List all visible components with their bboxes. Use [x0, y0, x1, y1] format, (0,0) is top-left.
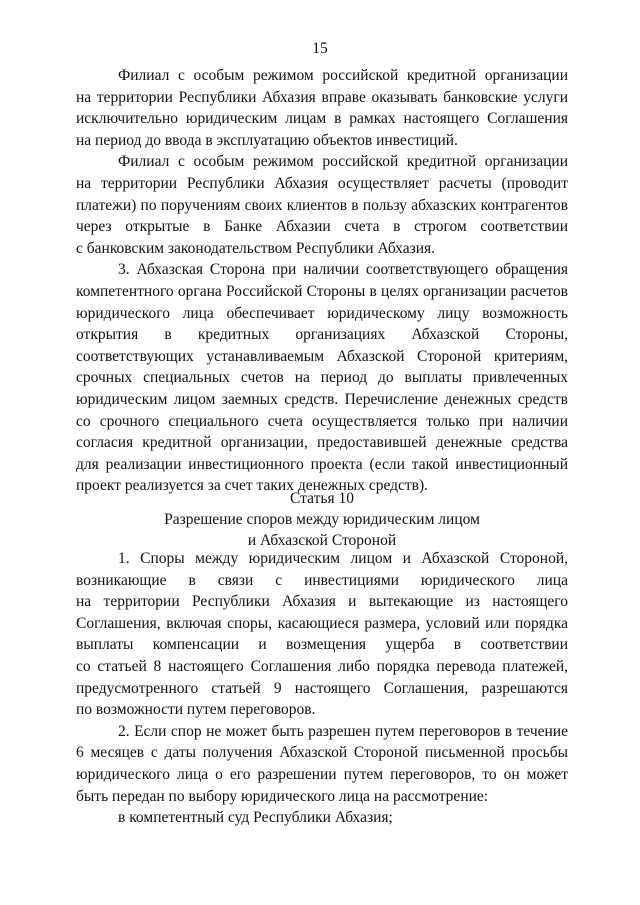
text-line: Филиал с особым режимом российской кредитной организации: [118, 153, 568, 171]
paragraph-item-1: [76, 548, 568, 721]
text-line: выплаты компенсации и возмещения ущерба в соответствии: [76, 636, 568, 654]
article-title-line: Разрешение споров между юридическим лицом: [164, 511, 480, 528]
text-line: 6 месяцев с даты получения Абхазской Стороной письменной просьбы: [76, 744, 568, 762]
text-line: быть передан по выбору юридического лица на рассмотрение:: [76, 787, 489, 805]
paragraph-court-option: [76, 807, 568, 829]
text-line: платежи) по поручениям своих клиентов в пользу абхазских контрагентов: [76, 196, 568, 214]
paragraph-branch-services: [76, 65, 568, 151]
text-line: юридического лица о его разрешении путем переговоров, то он может: [76, 765, 568, 783]
text-line: открытия в кредитных организациях Абхазской Стороны,: [76, 326, 568, 344]
text-line: согласия кредитной организации, предоставившей денежные средства: [76, 434, 568, 452]
text-line: Филиал с особым режимом российской кредитной организации: [118, 67, 568, 84]
article-title: [76, 509, 568, 551]
text-line: на территории Республики Абхазия вправе оказывать банковские услуги: [76, 88, 568, 106]
text-line: со срочного специального счета осуществляется только при наличии: [76, 412, 568, 430]
text-line: проект реализуется за счет таких денежных средств).: [76, 477, 429, 495]
article-title-line: и Абхазской Стороной: [247, 532, 397, 549]
paragraph-item-3: [76, 259, 568, 497]
intro-section: [76, 65, 568, 497]
text-line: на период до ввода в эксплуатацию объектов инвестиций.: [76, 131, 458, 149]
text-line: Соглашения, включая споры, касающиеся размера, условий или порядка: [76, 614, 568, 632]
text-line: исключительно юридическим лицам в рамках настоящего Соглашения: [76, 110, 568, 128]
text-line: срочных специальных счетов на период до выплаты привлеченных: [76, 369, 568, 387]
text-line: 1. Споры между юридическим лицом и Абхазской Стороной,: [118, 550, 568, 567]
text-line: в компетентный суд Республики Абхазия;: [118, 809, 393, 827]
text-line: на территории Республики Абхазия осуществляет расчеты (проводит: [76, 174, 568, 192]
text-line: возникающие в связи с инвестициями юридического лица: [76, 571, 568, 589]
text-line: для реализации инвестиционного проекта (если такой инвестиционный: [76, 455, 568, 473]
text-line: 3. Абхазская Сторона при наличии соответствующего обращения: [118, 261, 568, 279]
text-line: предусмотренного статьей 9 настоящего Соглашения, разрешаются: [76, 679, 568, 697]
text-line: компетентного органа Российской Стороны в целях организации расчетов: [76, 282, 568, 300]
article-heading: [76, 488, 568, 551]
text-line: со статьей 8 настоящего Соглашения либо порядка перевода платежей,: [76, 657, 568, 675]
text-line: юридического лица обеспечивает юридическому лицу возможность: [76, 304, 568, 322]
text-line: по возможности путем переговоров.: [76, 701, 316, 719]
text-line: через открытые в Банке Абхазии счета в строгом соответствии: [76, 218, 568, 236]
paragraph-item-2: [76, 721, 568, 807]
text-line: с банковским законодательством Республики Абхазия.: [76, 239, 436, 257]
text-line: на территории Республики Абхазия и вытекающие из настоящего: [76, 593, 568, 611]
page-number: 15: [312, 40, 328, 57]
text-line: юридическим лицом заемных средств. Перечисление денежных средств: [76, 390, 568, 408]
text-line: 2. Если спор не может быть разрешен путем переговоров в течение: [118, 722, 568, 740]
text-line: соответствующих устанавливаемым Абхазской Стороной критериям,: [76, 347, 568, 365]
article-number: [76, 488, 568, 509]
paragraph-branch-settlements: [76, 151, 568, 259]
article-number-label: Статья 10: [290, 490, 354, 507]
article-body: [76, 548, 568, 829]
